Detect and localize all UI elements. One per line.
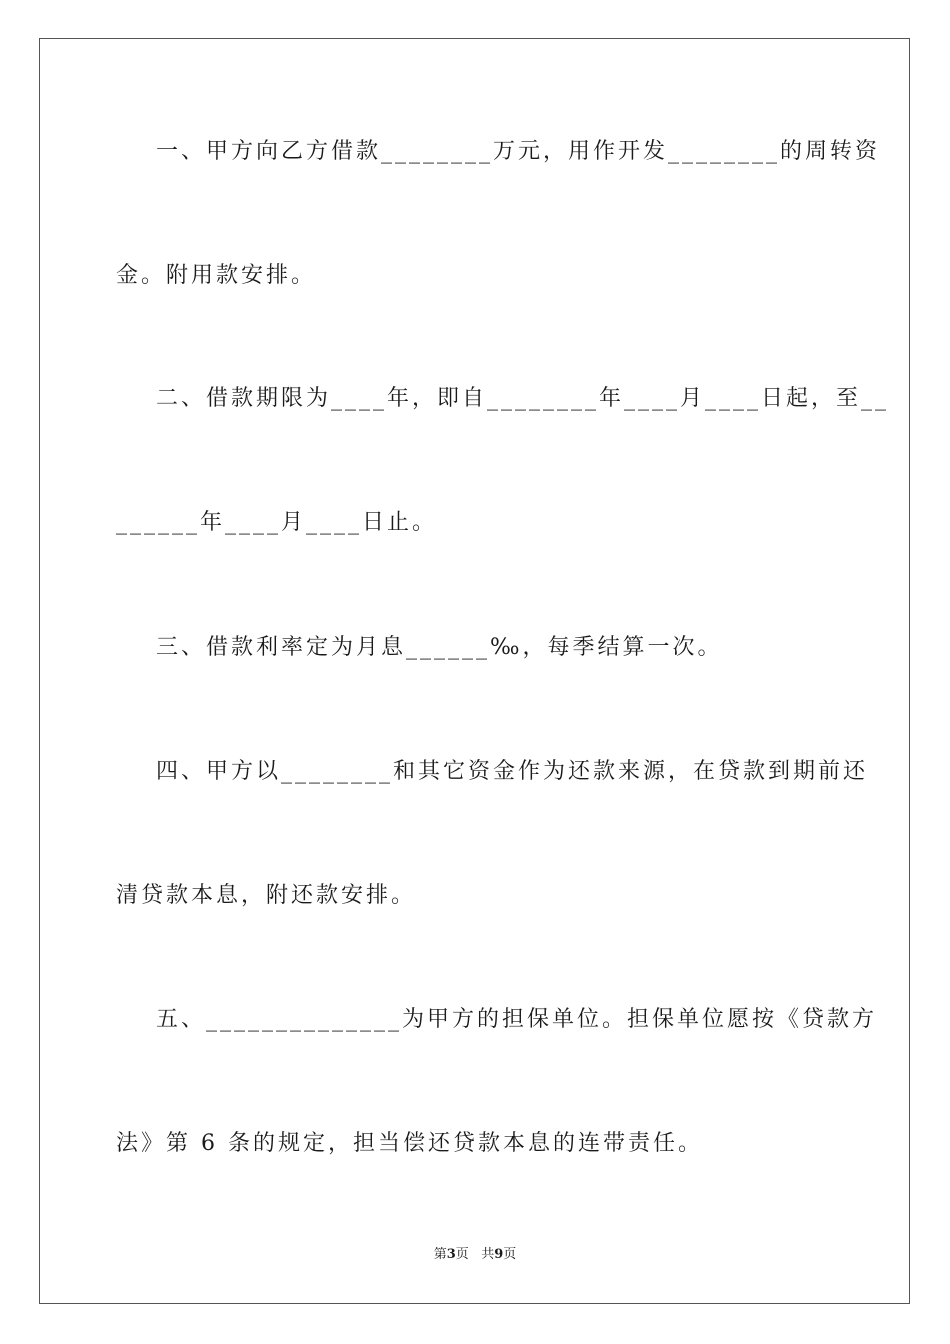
text-line: 金。附用款安排。 [116, 263, 317, 288]
page-footer [0, 1246, 950, 1264]
page-border [39, 38, 910, 1304]
text-line: 清贷款本息，附还款安排。 [116, 883, 417, 908]
text-line: ______年____月____日止。 [116, 510, 438, 535]
text-line: 一、甲方向乙方借款________万元，用作开发________的周转资 [116, 139, 880, 164]
footer-total-suffix: 页 [503, 1247, 517, 1262]
text-line: 五、______________为甲方的担保单位。担保单位愿按《贷款方 [116, 1007, 877, 1032]
text-line: 法》第 6 条的规定，担当偿还贷款本息的连带责任。 [116, 1131, 703, 1156]
footer-prefix: 第 [433, 1247, 447, 1262]
footer-total-pages: 9 [494, 1247, 504, 1262]
footer-total-prefix: 共 [481, 1247, 495, 1262]
footer-page-number: 3 [446, 1247, 456, 1262]
text-line: 四、甲方以________和其它资金作为还款来源，在贷款到期前还 [116, 759, 868, 784]
text-line: 三、借款利率定为月息______‰，每季结算一次。 [116, 635, 723, 660]
text-line: 二、借款期限为____年，即自________年____月____日起，至__ [116, 386, 889, 411]
footer-page-suffix: 页 [455, 1247, 469, 1262]
